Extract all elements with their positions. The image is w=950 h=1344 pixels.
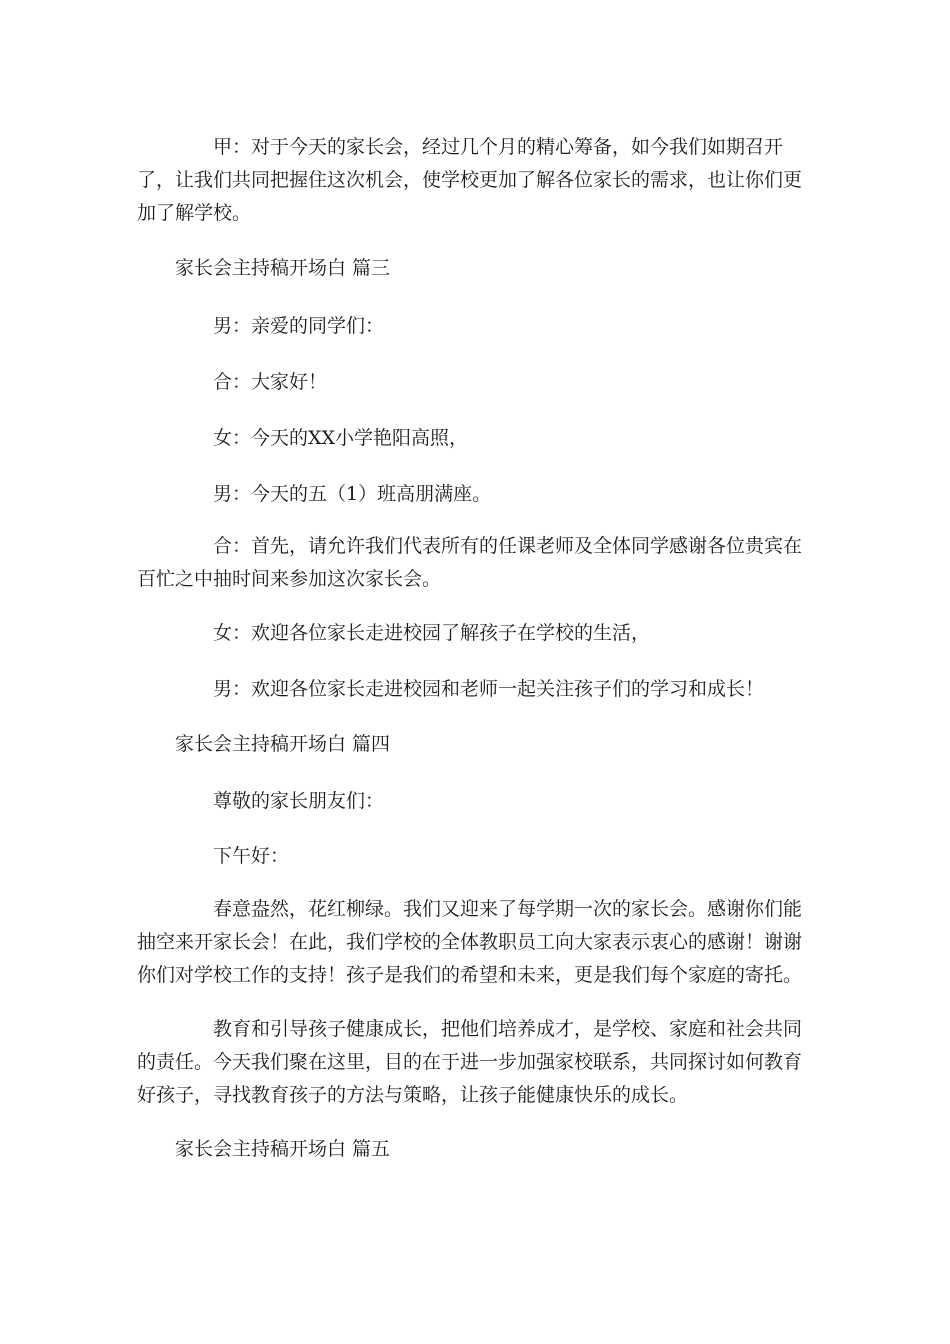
paragraph-together-thanks: 合：首先，请允许我们代表所有的任课老师及全体同学感谢各位贵宾在百忙之中抽时间来参加这次家长会。 xyxy=(137,535,803,590)
paragraph-female-sunny: 女：今天的XX小学艳阳高照， xyxy=(213,427,469,449)
section-heading-part-five: 家长会主持稿开场白 篇五 xyxy=(175,1138,391,1160)
paragraph-female-welcome: 女：欢迎各位家长走进校园了解孩子在学校的生活， xyxy=(213,622,651,644)
paragraph-male-greeting: 男：亲爱的同学们： xyxy=(213,315,385,337)
paragraph-good-afternoon: 下午好： xyxy=(213,845,290,867)
paragraph-dear-parents: 尊敬的家长朋友们： xyxy=(213,790,385,812)
section-heading-part-four: 家长会主持稿开场白 篇四 xyxy=(175,733,391,755)
paragraph-together-hello: 合：大家好！ xyxy=(213,371,328,393)
paragraph-spring-thanks: 春意盎然，花红柳绿。我们又迎来了每学期一次的家长会。感谢你们能抽空来开家长会！在此，我们学校的全体教职员工向大家表示衷心的感谢！谢谢你们对学校工作的支持！孩子是我们的希望和未来，更是我们每个家庭的寄托。 xyxy=(137,898,803,986)
paragraph-male-welcome: 男：欢迎各位家长走进校园和老师一起关注孩子们的学习和成长！ xyxy=(213,678,765,700)
section-heading-part-three: 家长会主持稿开场白 篇三 xyxy=(175,257,391,279)
paragraph-male-full-house: 男：今天的五（1）班高朋满座。 xyxy=(213,483,492,505)
paragraph-education-responsibility: 教育和引导孩子健康成长，把他们培养成才，是学校、家庭和社会共同的责任。今天我们聚在这里，目的在于进一步加强家校联系，共同探讨如何教育好孩子，寻找教育孩子的方法与策略，让孩子能健康快乐的成长。 xyxy=(137,1018,803,1106)
paragraph-jia-intro: 甲：对于今天的家长会，经过几个月的精心筹备，如今我们如期召开了，让我们共同把握住这次机会，使学校更加了解各位家长的需求，也让你们更加了解学校。 xyxy=(137,136,803,224)
